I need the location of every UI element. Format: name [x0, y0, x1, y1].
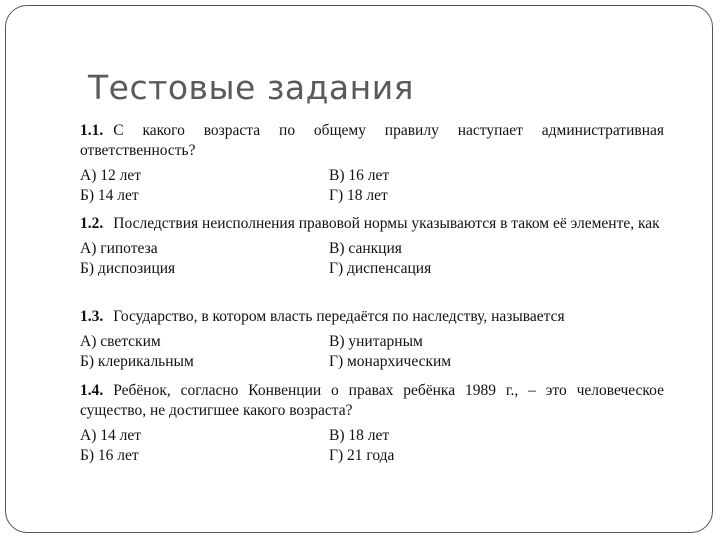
question-body: Ребёнок, согласно Конвенции о правах ребёнка 1989 г., – это человеческое существо, не достигшее какого возраста?: [80, 382, 664, 419]
question-1-3: [80, 307, 664, 372]
option-g: Г) диспенсация: [329, 260, 432, 277]
answer-options: [80, 426, 664, 466]
option-b: Б) 16 лет: [80, 447, 139, 464]
option-v: В) унитарным: [329, 333, 423, 350]
question-body: Государство, в котором власть передаётся по наследству, называется: [113, 308, 565, 325]
slide-title: Тестовые задания: [88, 68, 414, 107]
option-v: В) 16 лет: [329, 167, 390, 184]
question-text: [80, 214, 664, 234]
option-v: В) санкция: [329, 240, 402, 257]
option-b: Б) диспозиция: [80, 260, 176, 277]
option-a: А) 12 лет: [80, 167, 141, 184]
option-a: А) 14 лет: [80, 427, 141, 444]
question-text: [80, 381, 664, 421]
question-number: 1.3.: [80, 308, 104, 325]
question-1-2: [80, 214, 664, 279]
option-v: В) 18 лет: [329, 427, 390, 444]
answer-options: [80, 166, 664, 206]
option-a: А) гипотеза: [80, 240, 158, 257]
option-g: Г) 21 года: [329, 447, 395, 464]
answer-options: [80, 239, 664, 279]
option-a: А) светским: [80, 333, 161, 350]
option-g: Г) монархическим: [329, 353, 452, 370]
question-text: [80, 121, 664, 161]
question-number: 1.1.: [80, 122, 104, 139]
question-1-4: [80, 381, 664, 466]
option-b: Б) клерикальным: [80, 353, 194, 370]
question-number: 1.4.: [80, 382, 104, 399]
question-number: 1.2.: [80, 215, 104, 232]
question-1-1: [80, 121, 664, 206]
question-text: [80, 307, 664, 327]
option-g: Г) 18 лет: [329, 187, 388, 204]
question-body: С какого возраста по общему правилу наступает административная ответственность?: [80, 122, 664, 159]
question-body: Последствия неисполнения правовой нормы указываются в таком её элементе, как: [113, 215, 660, 232]
option-b: Б) 14 лет: [80, 187, 139, 204]
answer-options: [80, 332, 664, 372]
